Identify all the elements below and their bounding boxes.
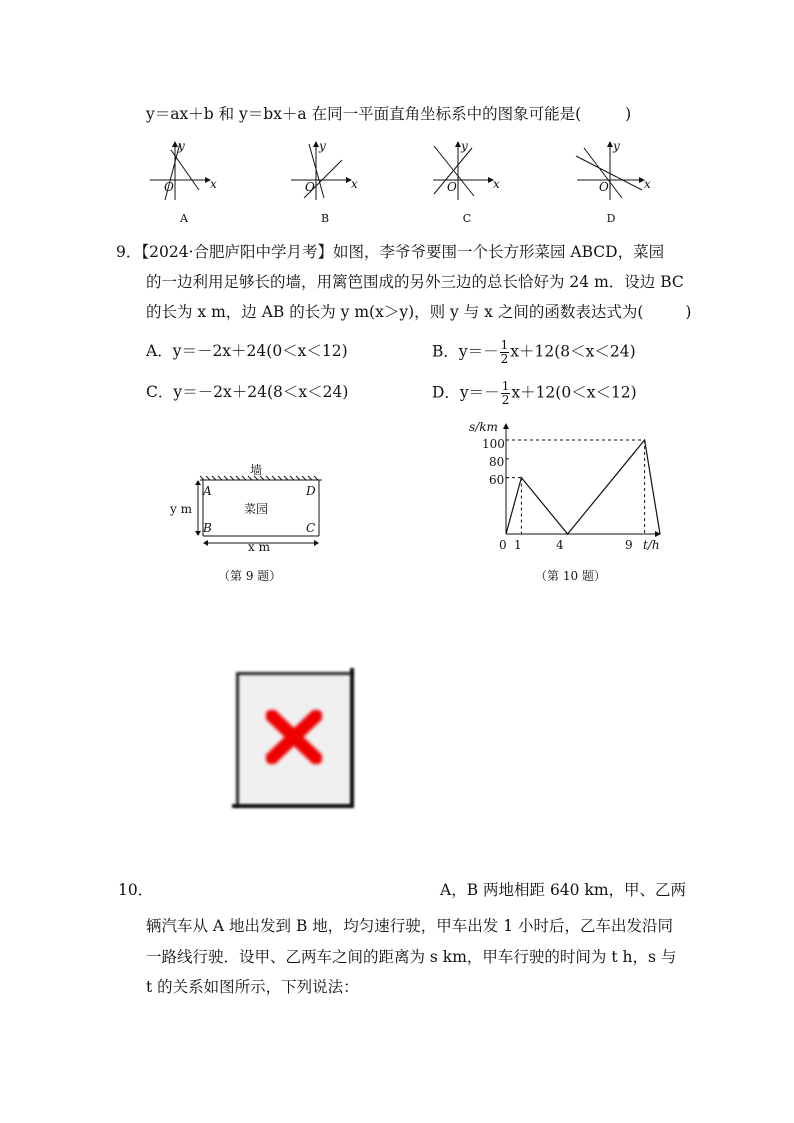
axis-x-a: x (210, 177, 217, 191)
vertex-b: B (203, 521, 212, 535)
q9-line2: 的一边利用足够长的墙，用篱笆围成的另外三边的总长恰好为 24 m．设边 BC (146, 273, 684, 291)
axis-y-d: y (613, 139, 620, 153)
figure-9-caption: （第 9 题） (218, 569, 282, 583)
wall-label: 墙 (250, 463, 263, 477)
axis-x-c: x (493, 177, 500, 191)
xtick-9: 9 (625, 538, 633, 552)
fraction: $\frac{1}{2}$ (500, 338, 509, 366)
origin-d: O (599, 180, 609, 194)
q9-option-c: C．y＝－2x＋24(8＜x＜24) (146, 383, 349, 401)
q9-line3: 的长为 x m，边 AB 的长为 y m(x＞y)，则 y 与 x 之间的函数表达式为( ) (146, 303, 692, 321)
axis-y-c: y (461, 139, 468, 153)
axis-x-b: x (351, 177, 358, 191)
ytick-100: 100 (482, 437, 505, 451)
ytick-80: 80 (489, 455, 505, 469)
axis-x-d: x (644, 177, 651, 191)
figure-10-caption: （第 10 题） (535, 569, 606, 583)
option-a-label: A (180, 212, 188, 225)
axis-y-b: y (319, 139, 326, 153)
garden-label: 菜园 (244, 502, 269, 516)
q9-line1: 9．【2024·合肥庐阳中学月考】如图，李爷爷要围一个长方形菜园 ABCD，菜园 (116, 243, 665, 261)
axis-y-a: y (178, 139, 185, 153)
chart-xlabel: t/h (643, 538, 660, 552)
vertex-d: D (306, 484, 316, 498)
q8-stem: y＝ax＋b 和 y＝bx＋a 在同一平面直角坐标系中的图象可能是( ) (146, 105, 632, 123)
origin-b: O (305, 180, 315, 194)
x-length: x m (248, 540, 270, 554)
origin-a: O (164, 180, 174, 194)
y-length: y m (170, 502, 192, 516)
option-c-label: C (462, 212, 472, 225)
xtick-1: 1 (514, 538, 522, 552)
q10-line2: 辆汽车从 A 地出发到 B 地，均匀速行驶，甲车出发 1 小时后，乙车出发沿同 (146, 917, 674, 935)
xtick-0: 0 (499, 538, 507, 552)
red-x-icon (266, 710, 322, 764)
q10-number: 10． (118, 881, 154, 899)
q9-option-d: D．y＝－ $\frac{1}{2}$ x＋12(0＜x＜12) (432, 379, 637, 407)
q10-line4: t 的关系如图所示，下列说法： (146, 978, 359, 996)
option-d-label: D (606, 212, 616, 225)
chart-ylabel: s/km (469, 420, 498, 434)
q10-line3: 一路线行驶．设甲、乙两车之间的距离为 s km，甲车行驶的时间为 t h，s 与 (146, 948, 677, 966)
xtick-4: 4 (556, 538, 564, 552)
q9-option-b: B．y＝－ $\frac{1}{2}$ x＋12(8＜x＜24) (432, 338, 636, 366)
series-line (506, 440, 660, 534)
broken-image-icon (232, 668, 358, 812)
q10-line1: A，B 两地相距 640 km，甲、乙两 (440, 881, 687, 899)
ytick-60: 60 (489, 473, 505, 487)
origin-c: O (447, 180, 457, 194)
fraction: $\frac{1}{2}$ (501, 379, 510, 407)
vertex-c: C (306, 521, 316, 535)
option-b-label: B (320, 212, 330, 225)
graph-d (576, 142, 644, 200)
q9-option-a: A．y＝－2x＋24(0＜x＜12) (146, 342, 348, 360)
q8-graphs (145, 138, 655, 208)
vertex-a: A (203, 484, 212, 498)
